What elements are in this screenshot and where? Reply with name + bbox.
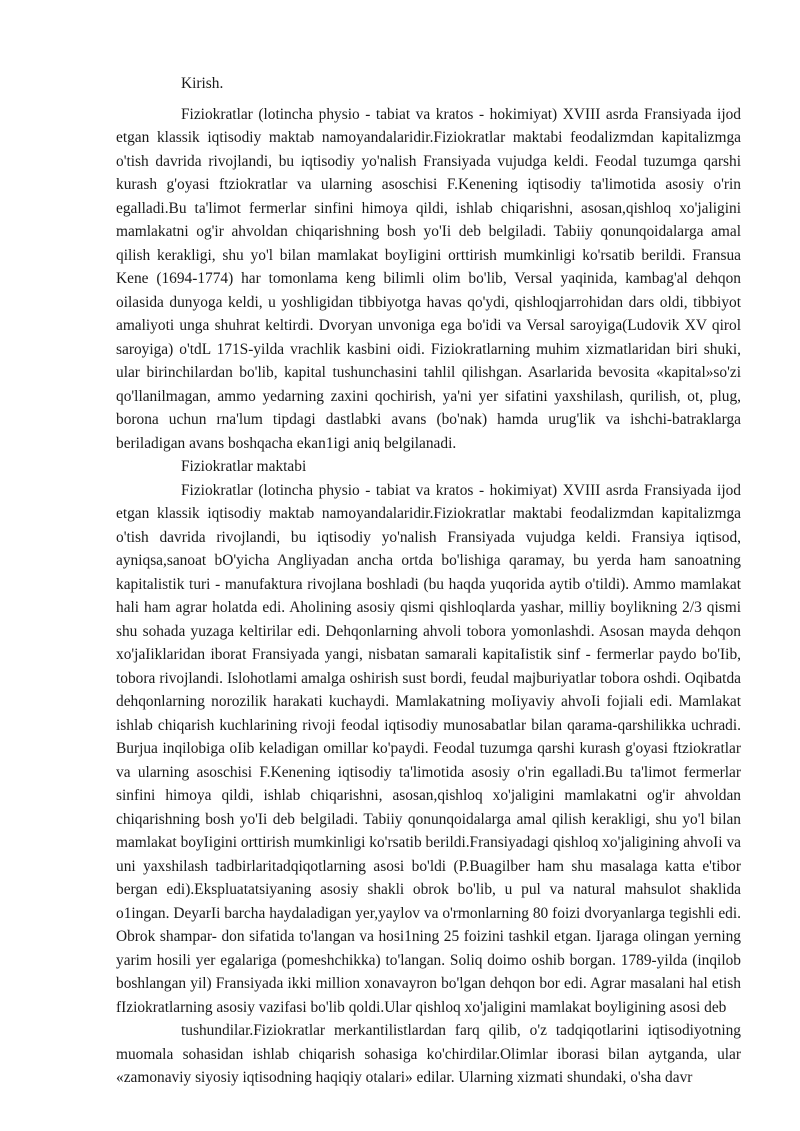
continuation-paragraph: tushundilar.Fiziokratlar merkantilistlardan farq qilib, o'z tadqiqotlarini iqtisodiyotning muomala sohasidan ishlab chiqarish sohasiga ko'chirdilar.Olimlar iborasi bilan aytganda, ular «zamonaviy siyosiy iqtisodning haqiqiy otalari» edilar. Ularning xizmati shundaki, o'sha davr	[116, 1022, 741, 1086]
intro-paragraph: Fiziokratlar (lotincha physio - tabiat va kratos - hokimiyat) XVIII asrda Fransiyada ijod etgan klassik iqtisodiy maktab namoyandalaridir.Fiziokratlar maktabi feodalizmdan kapitalizmga o'tish davrida rivojlandi, bu iqtisodiy yo'nalish Fransiyada vujudga keldi. Feodal tuzumga qarshi kurash g'oyasi ftziokratlar va ularning asoschisi F.Kenening iqtisodiy ta'limotida asosiy o'rin egalladi.Bu ta'limot fermerlar sinfini himoya qildi, ishlab chiqarishni, asosan,qishloq xo'jaligini mamlakatni og'ir ahvoldan chiqarishning bosh yo'Ii deb belgiladi. Tabiiy qonunqoidalarga amal qilish kerakligi, shu yo'l bilan mamlakat boyIigini orttirish mumkinligi ko'rsatib berildi. Fransua Kene (1694-1774) har tomonlama keng bilimli olim bo'lib, Versal yaqinida, kambag'al dehqon oilasida dunyoga keldi, u yoshligidan tibbiyotga havas qo'ydi, qishloqjarrohidan dars oldi, tibbiyot amaliyoti unga shuhrat keltirdi. Dvoryan unvoniga ega bo'idi va Versal saroyiga(Ludovik XV qirol saroyiga) o'tdL 171S-yilda vrachlik kasbini oidi. Fiziokratlarning muhim xizmatlaridan biri shuki, ular birinchilardan bo'lib, kapital tushunchasini tahlil qilishgan. Asarlarida bevosita «kapital»so'zi qo'llanilmagan, ammo yedarning zaxini qochirish, ya'ni yer sifatini yaxshilash, qurilish, ot, plug, borona uchun rna'lum tipdagi dastlabki avans (bo'nak) hamda urug'lik va ishchi-batraklarga beriladigan avans boshqacha ekan1igi aniq belgilanadi.	[116, 105, 741, 452]
body-paragraph: Fiziokratlar (lotincha physio - tabiat va kratos - hokimiyat) XVIII asrda Fransiyada ijod etgan klassik iqtisodiy maktab namoyandalaridir.Fiziokratlar maktabi feodalizmdan kapitalizmga o'tish davrida rivojlandi, bu iqtisodiy yo'nalish Fransiyada vujudga keldi. Fransiya iqtisod, ayniqsa,sanoat bO'yicha Angliyadan ancha ortda bo'lishiga qaramay, bu yerda ham sanoatning kapitalistik turi - manufaktura rivojlana boshladi (bu haqda yuqorida aytib o'tildi). Ammo mamlakat hali ham agrar holatda edi. Aholining asosiy qismi qishloqlarda yashar, milliy boylikning 2/3 qismi shu sohada yuzaga keltirilar edi. Dehqonlarning ahvoli tobora yomonlashdi. Asosan mayda dehqon xo'jaIiklaridan iborat Fransiyada yangi, nisbatan samarali kapitaIistik sinf - fermerlar paydo bo'Iib, tobora rivojlandi. Islohotlami amalga oshirish sust bordi, feudal majburiyatlar tobora oshdi. Oqibatda dehqonlarning norozilik harakati kuchaydi. Mamlakatning moIiyaviy ahvoIi fojiali edi. Mamlakat ishlab chiqarish kuchlarining rivoji feodal iqtisodiy munosabatlar bilan qarama-qarshilikka uchradi. Burjua inqilobiga oIib keladigan omillar ko'paydi. Feodal tuzumga qarshi kurash g'oyasi ftziokratlar va ularning asoschisi F.Kenening iqtisodiy ta'limotida asosiy o'rin egalladi.Bu ta'limot fermerlar sinfini himoya qildi, ishlab chiqarishni, asosan,qishloq xo'jaligini mamlakatni og'ir ahvoldan chiqarishning bosh yo'Ii deb belgiladi. Tabiiy qonunqoidalarga amal qilish kerakligi, shu yo'l bilan mamlakat boyIigini orttirish mumkinligi ko'rsatib berildi.Fransiyadagi qishloq xo'jaligining ahvoIi va uni yaxshilash tadbirlaritadqiqotlarning asosi bo'ldi (P.Buagilber ham shu masalaga katta e'tibor bergan edi).Ekspluatatsiyaning asosiy shakli obrok bo'lib, u pul va natural mahsulot shaklida o1ingan. DeyarIi barcha haydaladigan yer,yaylov va o'rmonlarning 80 foizi dvoryanlarga tegishli edi. Obrok shampar- don sifatida to'langan va hosi1ning 25 foizini tashkil etgan. Ijaraga olingan yerning yarim hosili yer egalariga (pomeshchikka) to'langan. Soliq doimo oshib borgan. 1789-yilda (inqilob boshlangan yil) Fransiyada ikki million xonavayron bo'lgan dehqon bor edi. Agrar masalani hal etish fIziokratlarning asosiy vazifasi bo'lib qoldi.Ular qishloq xo'jaligini mamlakat boyligining asosi deb	[116, 481, 741, 1016]
section-heading: Fiziokratlar maktabi	[181, 458, 307, 475]
intro-heading: Kirish.	[181, 75, 224, 92]
document-page	[116, 72, 741, 1090]
